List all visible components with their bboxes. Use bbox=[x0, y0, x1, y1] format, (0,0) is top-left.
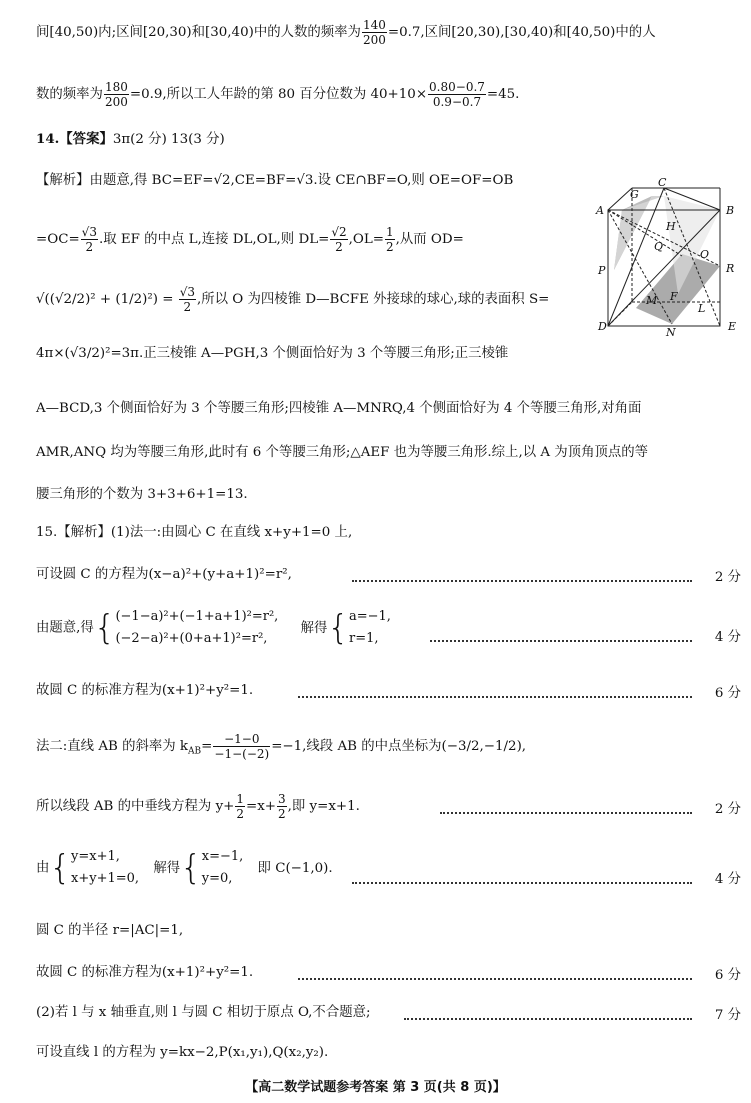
label-D: D bbox=[598, 320, 607, 333]
subscript: AB bbox=[188, 746, 202, 757]
fraction: $\frac{3}{2}$ bbox=[278, 792, 286, 821]
text-seg: ,即 y=x+1. bbox=[287, 799, 360, 814]
text-seg: AMR,ANQ 均为等腰三角形,此时有 6 个等腰三角形;△AEF 也为等腰三角形.综上,以 A 为顶角顶点的等 bbox=[36, 445, 649, 460]
text-seg: 由题意,得 bbox=[36, 620, 94, 636]
label-B: B bbox=[726, 204, 735, 217]
text-seg: (2)若 l 与 x 轴垂直,则 l 与圆 C 相切于原点 O,不合题意; bbox=[36, 1005, 371, 1020]
q14-answer bbox=[36, 130, 225, 149]
dot-leader bbox=[352, 580, 692, 582]
score-6: 6 分 bbox=[714, 686, 741, 701]
q15-line-2 bbox=[36, 566, 292, 584]
q14-analysis-7 bbox=[36, 486, 248, 504]
text-seg: 解得 bbox=[153, 860, 181, 876]
label-F: F bbox=[670, 290, 678, 303]
text-line-1 bbox=[36, 18, 656, 47]
fraction: $\frac{-1-0}{-1-(-2)}$ bbox=[214, 732, 270, 761]
score-4: 4 分 bbox=[714, 630, 741, 645]
label-P: P bbox=[598, 264, 606, 277]
text-seg: 【解析】由题意,得 BC=EF=√2,CE=BF=√3.设 CE∩BF=O,则 OE=OF=OB bbox=[36, 173, 514, 188]
score-7: 7 分 bbox=[714, 1008, 741, 1023]
text-seg: =−1,线段 AB 的中点坐标为(−3/2,−1/2), bbox=[271, 739, 527, 754]
q15-line-11 bbox=[36, 1044, 328, 1062]
label-N: N bbox=[666, 326, 676, 339]
text-seg: 故圆 C 的标准方程为(x+1)²+y²=1. bbox=[36, 683, 254, 698]
fraction: $\frac{1}{2}$ bbox=[385, 225, 394, 254]
answer-value: 3π(2 分) 13(3 分) bbox=[112, 132, 225, 147]
text-seg: 间[40,50)内;区间[20,30)和[30,40)中的人数的频率为 bbox=[36, 25, 361, 40]
dot-leader bbox=[298, 978, 692, 980]
text-seg: 故圆 C 的标准方程为(x+1)²+y²=1. bbox=[36, 965, 254, 980]
text-seg: =x+ bbox=[246, 799, 277, 814]
fraction: $\frac{140}{200}$ bbox=[362, 18, 386, 47]
text-seg: ,所以 O 为四棱锥 D—BCFE 外接球的球心,球的表面积 S= bbox=[197, 292, 550, 307]
text-seg: .取 EF 的中点 L,连接 DL,OL,则 DL= bbox=[98, 232, 330, 247]
label-L: L bbox=[698, 302, 706, 315]
label-E: E bbox=[728, 320, 737, 333]
label-M: M bbox=[646, 294, 658, 307]
score-2: 2 分 bbox=[714, 570, 741, 585]
fraction: $\frac{1}{2}$ bbox=[236, 792, 245, 821]
fraction: $\frac{√3}{2}$ bbox=[81, 225, 97, 254]
q15-line-10 bbox=[36, 1004, 371, 1022]
q14-analysis-5 bbox=[36, 400, 641, 418]
geometry-figure bbox=[594, 176, 744, 348]
brace: { bbox=[180, 848, 202, 888]
q15-line-9 bbox=[36, 964, 253, 982]
dot-leader bbox=[298, 696, 692, 698]
q15-line-5 bbox=[36, 732, 526, 761]
text-seg: A—BCD,3 个侧面恰好为 3 个等腰三角形;四棱锥 A—MNRQ,4 个侧面恰好为 4 个等腰三角形,对角面 bbox=[36, 401, 642, 416]
fraction: $\frac{0.80-0.7}{0.9-0.7}$ bbox=[429, 80, 485, 109]
label-Q: Q bbox=[654, 240, 664, 253]
text-seg: 可设直线 l 的方程为 y=kx−2,P(x₁,y₁),Q(x₂,y₂). bbox=[36, 1045, 329, 1060]
text-seg: =0.7,区间[20,30),[30,40)和[40,50)中的人 bbox=[387, 25, 656, 40]
q14-analysis-6 bbox=[36, 444, 648, 462]
label-G: G bbox=[630, 188, 639, 201]
q14-analysis-3: √((√2/2)² + (1/2)²) = $\frac{√3}{2}$ ,所以 O 为四棱锥 D—BCFE 外接球的球心,球的表面积 S= bbox=[36, 285, 550, 314]
brace: { bbox=[327, 608, 349, 648]
text-seg: 即 C(−1,0). bbox=[257, 860, 333, 876]
text-line-2 bbox=[36, 80, 519, 109]
text-seg: 由 bbox=[36, 860, 50, 876]
dot-leader bbox=[352, 882, 692, 884]
q14-analysis-2 bbox=[36, 225, 464, 254]
text-seg: =45. bbox=[486, 87, 520, 102]
text-seg: =0.9,所以工人年龄的第 80 百分位数为 40+10× bbox=[129, 87, 428, 102]
score-4b: 4 分 bbox=[714, 872, 741, 887]
brace: { bbox=[93, 608, 116, 648]
q14-analysis-4 bbox=[36, 345, 508, 363]
q15-line-7 bbox=[36, 846, 333, 890]
label-O: O bbox=[700, 248, 710, 261]
label-A: A bbox=[596, 204, 604, 217]
text-seg: 圆 C 的半径 r=|AC|=1, bbox=[36, 923, 184, 938]
text-seg: 15.【解析】(1)法一:由圆心 C 在直线 x+y+1=0 上, bbox=[36, 525, 353, 540]
answer-label: 14.【答案】 bbox=[36, 131, 113, 147]
dot-leader bbox=[430, 640, 692, 642]
text-seg: 解得 bbox=[300, 620, 328, 636]
text-seg: ,OL= bbox=[348, 232, 384, 247]
solution-system: a=−1, r=1, bbox=[349, 609, 391, 646]
dot-leader bbox=[404, 1018, 692, 1020]
fraction: $\frac{180}{200}$ bbox=[104, 80, 128, 109]
text-seg: = bbox=[201, 739, 213, 754]
fraction: $\frac{√2}{2}$ bbox=[331, 225, 347, 254]
score-2b: 2 分 bbox=[714, 802, 741, 817]
q15-line-3 bbox=[36, 606, 391, 650]
text-seg: ,从而 OD= bbox=[395, 232, 464, 247]
text-seg: 可设圆 C 的方程为(x−a)²+(y+a+1)²=r², bbox=[36, 567, 292, 582]
q15-line-6 bbox=[36, 792, 360, 821]
score-6b: 6 分 bbox=[714, 968, 741, 983]
fraction: $\frac{√3}{2}$ bbox=[179, 285, 195, 314]
brace: { bbox=[49, 848, 72, 888]
text-seg: 4π×(√3/2)²=3π.正三棱锥 A—PGH,3 个侧面恰好为 3 个等腰三角形;正三棱锥 bbox=[36, 346, 509, 361]
q15-line-1 bbox=[36, 524, 352, 542]
dot-leader bbox=[440, 812, 692, 814]
label-R: R bbox=[726, 262, 735, 275]
solution-system: x=−1, y=0, bbox=[201, 849, 244, 886]
text-seg: =OC= bbox=[36, 232, 80, 247]
text-seg: 法二:直线 AB 的斜率为 k bbox=[36, 739, 189, 754]
label-H: H bbox=[666, 220, 676, 233]
text-seg: 数的频率为 bbox=[36, 87, 103, 102]
equation-system: y=x+1, x+y+1=0, bbox=[71, 849, 140, 886]
sqrt-expression: √((√2/2)² + (1/2)²) bbox=[36, 292, 158, 307]
q15-line-8 bbox=[36, 922, 183, 940]
text-seg: 所以线段 AB 的中垂线方程为 y+ bbox=[36, 799, 235, 814]
q15-line-4 bbox=[36, 682, 253, 700]
text-seg: 腰三角形的个数为 3+3+6+1=13. bbox=[36, 487, 248, 502]
label-C: C bbox=[658, 176, 667, 189]
q14-analysis-1 bbox=[36, 172, 513, 190]
page-footer: 【高二数学试题参考答案 第 3 页(共 8 页)】 bbox=[245, 1080, 506, 1095]
equation-system: (−1−a)²+(−1+a+1)²=r², (−2−a)²+(0+a+1)²=r², bbox=[115, 609, 279, 646]
